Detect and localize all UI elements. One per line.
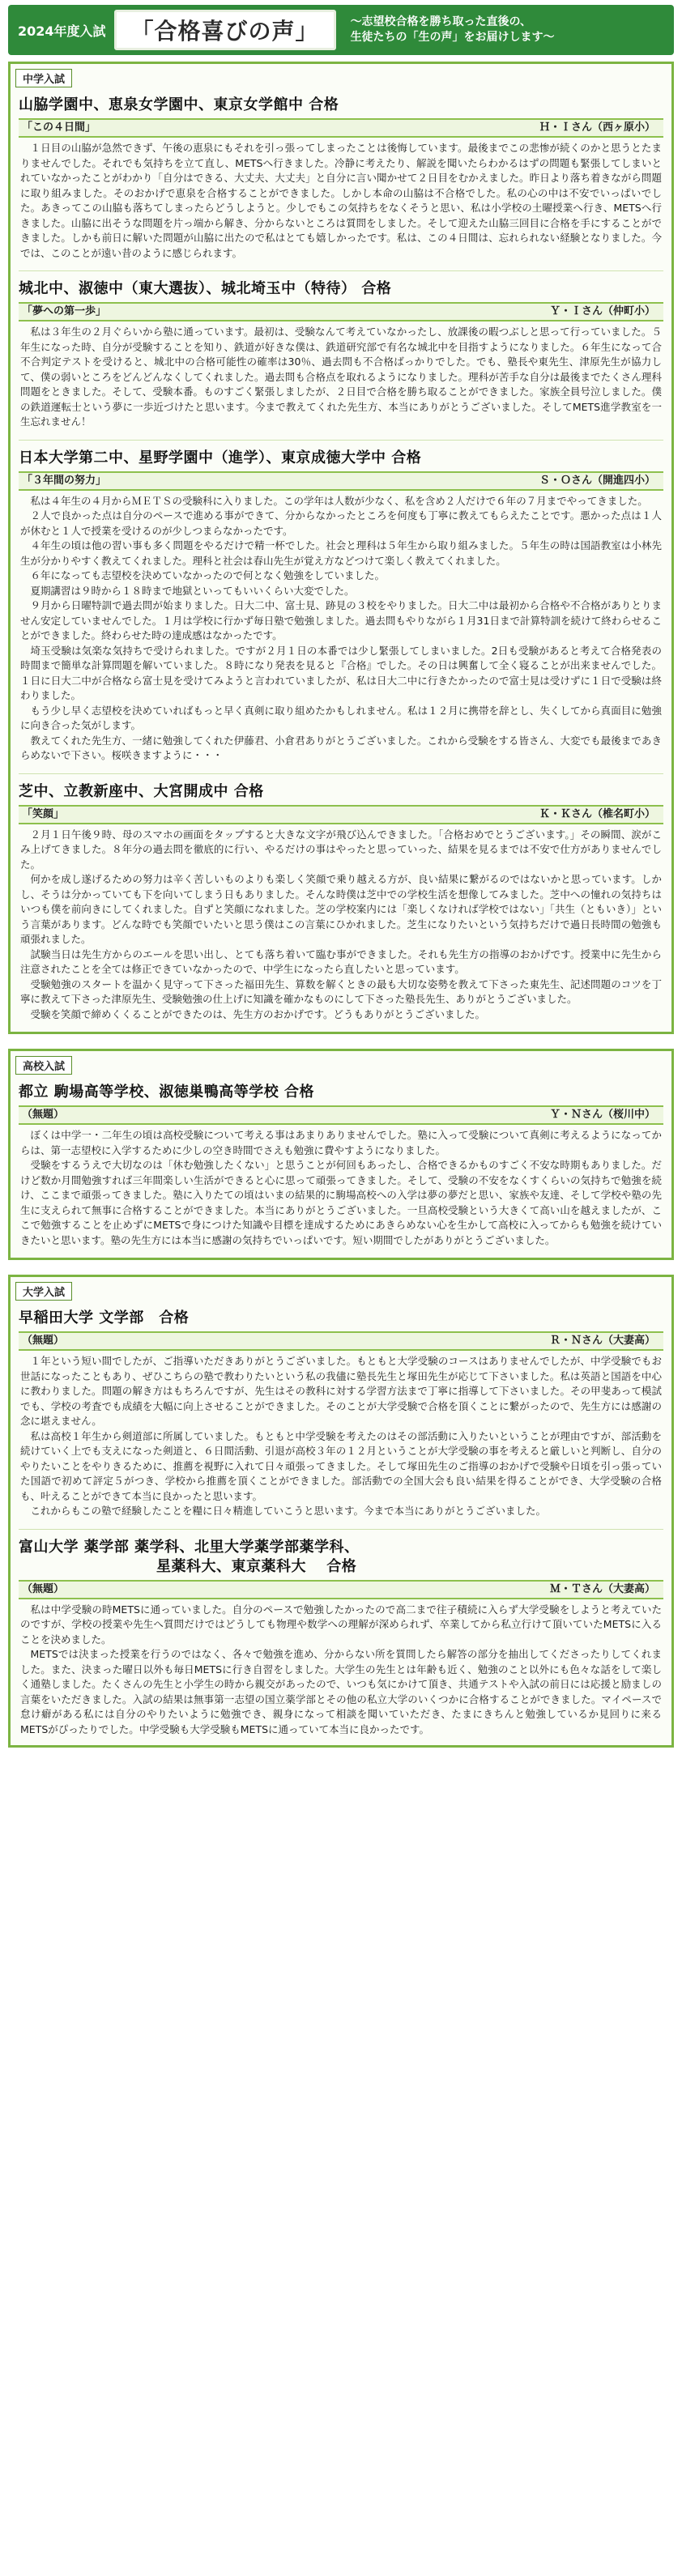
section-junior-high (8, 62, 674, 1034)
entry (11, 441, 671, 767)
entry-paragraph: 私は４年生の４月からＭＥＴＳの受験科に入りました。この学年は人数が少なく、私を含め２人だけで６年の７月までやってきました。 (30, 494, 648, 507)
entry-subtitle: （無題） (22, 1335, 65, 1347)
entry-title: 早稲田大学 文学部 合格 (19, 1309, 190, 1326)
entry-paragraph: 受験をするうえで大切なのは「休む勉強したくない」と思うことが何回もあったし、合格できるかものすごく不安な時期もありました。だけど数か月間勉強すれば三年間楽しい生活ができると心に思って頑張ってきました。そして、受験の不安をなくすくらいの気持ちで勉強を続け、ここまで頑張ってきました。塾に入りたての頃はいまの結果的に駒場高校への入学は夢の夢だと思い、家族や友達、そして学校や塾の先生に支えられて無事に合格することができました。本当にありがとうございました。一旦高校受験という大きくて高い山を越えましたが、ここで勉強することを止めずにMETSで身につけた知識や目標を達成するためにあきらめない心を生かして高校に入ってからも勉強を続けていきたいと思います。塾の先生方には本当に感謝の気持ちでいっぱいです。短い期間でしたがありがとうございました。 (20, 1159, 662, 1246)
entry-author: Ｍ・Ｔさん（大妻高） (549, 1582, 655, 1595)
header-year: 2024年度入試 (18, 23, 106, 39)
entry-paragraph: １日目の山脇が急然できず、午後の恵泉にもそれを引っ張ってしまったことは後悔しています。最後までこの悲惨が続くのかと思うとたまりませんでした。それでも気持ちを立て直し、METSへ行きました。冷静に考えたり、解説を聞いたらわかるはずの問題も緊張してしまいとれていなかったことがわかり「自分はできる、大丈夫、大丈夫」と自分に言い聞かせて２日目をむかえました。昨日より落ち着きながら問題に取り組みました。そのおかげで恵泉を合格することができました。しかし本命の山脇は不合格でした。私の心の中は不安でいっぱいでした。あきってこの山脇も落ちてしまったらどうしようと。少しでもこの気持ちをなくそうと思い、私は小学校の土曜授業へ行き、METSへ行きました。山脇に出そうな問題を片っ端から解き、分からないところは質問をしました。そして迎えた山脇三回目に合格を手にすることができました。しかも前日に解いた問題が山脇に出たので私はとても嬉しかったです。私は、この４日間は、忘れられない経験となりました。今では、このことが遠い昔のように感じられます。 (20, 142, 662, 259)
entry-subtitle: 「３年間の努力」 (22, 474, 107, 487)
entry-body (19, 828, 663, 1023)
entry-body (19, 1603, 663, 1738)
entry-paragraph: 私は高校１年生から剣道部に所属していました。もともと中学受験を考えたのはその部活動に入りたいということが理由ですが、部活動を続けていく上でも支えになった剣道と、６日間活動、引退が高校３年の１２月ということが大学受験の事を考えると厳しいと判断し、自分のやりたいことをやりきるために、推薦を視野に入れて日々頑張ってきました。そして塚田先生のご指導のおかげで受験や日頃を引っ張っていた国語で初めて評定５がつき、学校から推薦を頂くことができました。部活動での全国大会も良い結果を得ることができ、大学受験の合格も、叶えることができて本当に良かったと思います。 (20, 1429, 662, 1502)
entry-body (19, 1354, 663, 1519)
header-subtitle-line1: ～志望校合格を勝ち取った直後の、 (350, 15, 532, 28)
entry-body (19, 325, 663, 430)
entry-paragraph: 夏期講習は９時から１８時まで地獄といってもいいくらい大変でした。 (30, 584, 355, 597)
entry-subtitle: （無題） (22, 1109, 65, 1121)
section-university (8, 1275, 674, 1748)
header-subtitle (351, 15, 555, 45)
entry-paragraph: 受験を笑顔で締めくくることができたのは、先生方のおかげです。どうもありがとうございました。 (30, 1007, 486, 1020)
entry-meta (19, 805, 663, 824)
entry-author: Ｋ・Ｋさん（椎名町小） (539, 807, 655, 820)
entry-paragraph: ぼくは中学一・二年生の頃は高校受験について考える事はあまりありませんでした。塾に入って受験について真剣に考えるようになってからは、第一志望校に入学するために少しの空き時間でさえも勉強に費やすようになりました。 (20, 1129, 662, 1156)
entry (11, 774, 671, 1026)
entry-paragraph: ９月から日曜特訓で過去問が始まりました。日大二中、富士見、跡見の３校をやりました。日大二中は最初から合格や不合格がありとりません安定していませんでした。１月は学校に行かず毎日塾で勉強しました。過去問もやりながら１月31日まで計算特訓を続けて終わらせることができました。終わらせた時の達成感はなかったです。 (20, 599, 662, 641)
entry-subtitle: （無題） (22, 1582, 65, 1595)
entry-body (19, 1128, 663, 1248)
entry-subtitle: 「夢への第一歩」 (22, 305, 107, 317)
entry-author: Ｙ・Ｎさん（桜川中） (549, 1109, 655, 1121)
entry-title: 城北中、淑徳中（東大選抜）、城北埼玉中（特待） 合格 (19, 280, 392, 297)
page-header (8, 5, 674, 55)
entry (11, 271, 671, 433)
section-tab-university: 大学入試 (15, 1282, 72, 1301)
entry (11, 1301, 671, 1522)
entry-title-line1: 富山大学 薬学部 薬学科、北里大学薬学部薬学科、 (19, 1538, 360, 1556)
entry-paragraph: 教えてくれた先生方、一緒に勉強してくれた伊藤君、小倉君ありがとうございました。これから受験をする皆さん、大変でも最後まであきらめないで下さい。桜咲きますように・・・ (20, 734, 662, 761)
entry-paragraph: ２人で良かった点は自分のペースで進める事ができて、分からなかったところを何度も丁寧に教えてもらえたことです。悪かった点は１人が休むと１人で授業を受けるのが少しつまらなかったです。 (20, 509, 662, 537)
entry-paragraph: 試験当日は先生方からのエールを思い出し、とても落ち着いて臨む事ができました。それも先生方の指導のおかげです。授業中に先生から注意されたことを全ては修正できていなかったので、中学生になったら直したいと思っています。 (20, 947, 662, 975)
entry-subtitle: 「この４日間」 (22, 121, 96, 134)
entry-body (19, 494, 663, 764)
entry-paragraph: 受験勉強のスタートを温かく見守って下さった福田先生、算数を解くときの最も大切な姿勢を教えて下さった東先生、記述問題のコツを丁寧に教えて下さった津原先生、受験勉強の仕上げに知識を確かなものにして下さった塾長先生、ありがとうございました。 (20, 977, 662, 1005)
entry-paragraph: ２月１日午後９時、母のスマホの画面をタップすると大きな文字が飛び込んできました。「合格おめでとうございます。」その瞬間、涙がこみ上げてきました。８年分の過去問を徹底的に行い、やるだけの事はやったと思っていった、結果を見るまでは不安で仕方がありませんでした。 (20, 828, 662, 871)
entry-author: Ｈ・Ｉさん（西ヶ原小） (539, 121, 655, 134)
header-subtitle-line2: 生徒たちの「生の声」をお届けします～ (350, 31, 555, 44)
entry-meta (19, 302, 663, 321)
entry-title-line2: 星薬科大、東京薬科大 合格 (156, 1557, 357, 1575)
entry-title: 都立 駒場高等学校、淑徳巣鴨高等学校 合格 (19, 1084, 315, 1101)
entry (11, 1075, 671, 1251)
entry-title (19, 1538, 663, 1577)
entry-meta (19, 118, 663, 138)
section-tab-high: 高校入試 (15, 1056, 72, 1075)
entry-meta (19, 471, 663, 491)
entry-author: Ｙ・Ｉさん（仲町小） (549, 305, 655, 317)
entry-paragraph: １年という短い間でしたが、ご指導いただきありがとうございました。もともと大学受験のコースはありませんでしたが、中学受験でもお世話になったこともあり、ぜひこちらの塾で教わりたいという私の我儘に塾長先生と塚田先生が応じて下さいました。私は英語と国語を中心に教わりました。問題の解き方はもちろんですが、先生はその教科に対する学習方法まで丁寧に指導して下さいました。その甲斐あって模試でも、学校の考査でも成績を大幅に向上させることができました。そのことが大学受験で合格を頂くことに繋がったので、先生方には感謝の念に堪えません。 (20, 1355, 662, 1427)
entry-paragraph: 私は３年生の２月ぐらいから塾に通っています。最初は、受験なんて考えていなかったし、放課後の暇つぶしと思って行っていました。５年生になった時、自分が受験することを知り、鉄道が好きな僕は、鉄道研究部で有名な城北中を目指すようになりました。６年生になって合不合判定テストを受けると、城北中の合格可能性の確率は30％、過去問も不合格ばっかりでした。でも、塾長や東先生、津原先生が協力して、僕の弱いところをどんどんなくしてくれました。過去問も合格点を取れるようになりました。理科が苦手な自分は最後までたくさん理科問題をときました。そして、受験本番。ものすごく緊張しましたが、２日目で合格を勝ち取ることができました。家族全員号泣しました。僕の鉄道運転士という夢に一歩近づけたと思います。今まで教えてくれた先生方、本当にありがとうございました。そしてMETS進学教室を一生忘れません！ (20, 326, 662, 428)
entry (11, 87, 671, 264)
entry-title: 日本大学第二中、星野学園中（進学）、東京成徳大学中 合格 (19, 449, 422, 466)
entry-paragraph: これからもこの塾で経験したことを糧に日々精進していこうと思います。今まで本当にありがとうございました。 (30, 1505, 547, 1517)
entry-body (19, 141, 663, 261)
section-high-school (8, 1049, 674, 1260)
entry-paragraph: ６年になっても志望校を決めていなかったので何となく勉強をしていました。 (30, 569, 386, 581)
entry-paragraph: 埼玉受験は気楽な気持ちで受けられました。ですが２月１日の本番では少し緊張してしまいました。2日も受験があると考えて合格発表の時間まで簡単な計算問題を解いていました。８時になり発表を見ると『合格』でした。その日は興奮して全く寝ることが出来ませんでした。１日に日大二中が合格なら富士見を受けてみようと言われていましたが、私は日大二中に行きたかったので富士見は受けずに１日で受験は終わりました。 (20, 644, 662, 701)
entry-paragraph: 私は中学受験の時METSに通っていました。自分のペースで勉強したかったので高二まで往子積続に入らず大学受験をしようと考えていたのですが、学校の授業や先生へ質問だけではどうしても物理や数学への理解が深められず、卒業してから私立行けて頂いていたMETSに入ることを決めました。 (20, 1603, 662, 1646)
entry-author: Ｓ・Ｏさん（開進四小） (539, 474, 655, 487)
entry-title: 芝中、立教新座中、大宮開成中 合格 (19, 782, 264, 800)
entry-paragraph: ４年生の頃は他の習い事も多く問題をやるだけで精一杯でした。社会と理科は５年生から取り組みました。５年生の時は国語教室は小林先生が分かりやすく教えてくれました。理科と社会は春山先生が覚え方などつけて楽しく教えてくれました。 (20, 539, 662, 567)
entry-paragraph: METSでは決まった授業を行うのではなく、各々で勉強を進め、分からない所を質問したら解答の部分を抽出してくださったりしてくれました。また、決まった曜日以外も毎日METSに行き自習をしました。大学生の先生とは年齢も近く、勉強のこと以外にも色々な話をして楽しく通塾しました。たくさんの先生と小学生の時から親交があったので、いつも気にかけて頂き、共通テストや入試の前日には応援と励ましの言葉をいただきました。入試の結果は無事第一志望の国立薬学部とその他の私立大学のいくつかに合格することができました。マイペースで怠け癖がある私には自分のやりたいように勉強でき、親身になって相談を聞いていただき、たまにきちんと勉強しているか見回りに来るMETSがぴったりでした。中学受験も大学受験もMETSに通っていて本当に良かったです。 (20, 1648, 662, 1735)
entry-meta (19, 1105, 663, 1125)
entry-meta (19, 1331, 663, 1351)
entry-title: 山脇学園中、恵泉女学園中、東京女学館中 合格 (19, 96, 339, 113)
entry-paragraph: もう少し早く志望校を決めていればもっと早く真剣に取り組めたかもしれません。私は１２月に携帯を辞とし、失くしてから真面目に勉強に向き合った気がします。 (20, 704, 662, 731)
entry-subtitle: 「笑顔」 (22, 807, 65, 820)
entry-author: Ｒ・Ｎさん（大妻高） (549, 1335, 655, 1347)
page (0, 5, 682, 2576)
entry-paragraph: 何かを成し遂げるための努力は辛く苦しいものよりも楽しく笑顔で乗り越える方が、良い結果に繋がるのではないかと思っています。しかし、そうは分かっていても下を向いてしまう日もありました。そんな時僕は芝中での学校生活を想像してみました。芝中への憧れの気持ちはいつも僕を前向きにしてくれました。自ずと笑顔になれました。芝の学校案内には「楽しくなければ学校ではない」「共生（ともいき）」という言葉があります。どんな時でも笑顔でいたいと思う僕はこの言葉にひかれました。芝生になりたいという気持ちだけで過日長時間の勉強も頑張れました。 (20, 873, 662, 945)
entry-meta (19, 1580, 663, 1599)
section-tab-junior: 中学入試 (15, 69, 72, 87)
header-title: 「合格喜びの声」 (114, 10, 336, 50)
entry (11, 1530, 671, 1741)
